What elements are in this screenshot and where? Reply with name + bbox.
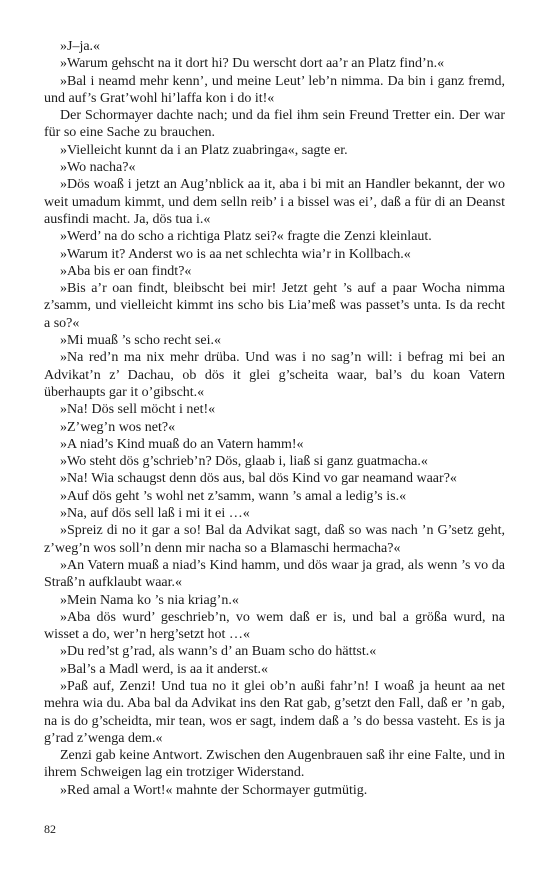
body-text	[44, 38, 505, 799]
paragraph: »Du red’st g’rad, als wann’s d’ an Buam scho do hättst.«	[60, 644, 377, 660]
paragraph: »Mi muaß ’s scho recht sei.«	[60, 333, 221, 349]
paragraph: »Dös woaß i jetzt an Aug’nblick aa it, aba i bi mit an Handler bekannt, der wo weit umadum kimmt, und dem selln reib’ i a bissel was ei’, daß a für di an Deanst ausfindi macht. Ja, dös tua i.«	[44, 177, 505, 227]
paragraph: »Mein Nama ko ’s nia kriag’n.«	[60, 592, 239, 608]
paragraph: »Warum it? Anderst wo is aa net schlechta wia’r in Kollbach.«	[60, 246, 411, 262]
paragraph: »Spreiz di no it gar a so! Bal da Advikat sagt, daß so was nach ’n G’setz geht, z’weg’n wos soll’n denn mir nacha so a Blamaschi hermacha?«	[44, 523, 505, 556]
paragraph: »Paß auf, Zenzi! Und tua no it glei ob’n außi fahr’n! I woaß ja heunt aa net mehra wia du. Aba bal da Advikat ins den Rat gab, g’setzt den Fall, daß er ’n gab, na is do g’scheidta, mir tean, wos er sagt, indem daß a ’s do bessa vasteht. Es is ja g’rad z’wenga dem.«	[44, 678, 505, 746]
paragraph: »Na, auf dös sell laß i mi it ei …«	[60, 506, 250, 522]
paragraph: »An Vatern muaß a niad’s Kind hamm, und dös waar ja grad, als wenn ’s vo da Straß’n aufklaubt waar.«	[44, 557, 505, 591]
paragraph: »Na! Wia schaugst denn dös aus, bal dös Kind vo gar neamand waar?«	[60, 471, 457, 487]
paragraph: Zenzi gab keine Antwort. Zwischen den Augenbrauen saß ihr eine Falte, und in ihrem Schweigen lag ein trotziger Widerstand.	[44, 748, 505, 781]
page-number: 82	[44, 822, 56, 836]
paragraph: »Z’weg’n wos net?«	[60, 419, 176, 435]
paragraph: »Aba bis er oan findt?«	[60, 263, 192, 279]
paragraph: »Wo steht dös g’schrieb’n? Dös, glaab i, liaß si ganz guatmacha.«	[60, 454, 428, 470]
paragraph: »Werd’ na do scho a richtiga Platz sei?« fragte die Zenzi kleinlaut.	[60, 229, 432, 245]
paragraph: »Na red’n ma nix mehr drüba. Und was i no sag’n will: i befrag mi bei an Advikat’n z’ Dachau, ob dös it glei g’scheita waar, bal’s du koan Vatern überhaupts gar it o’gibscht.«	[44, 350, 505, 400]
paragraph: »J–ja.«	[60, 39, 101, 54]
paragraph: »Vielleicht kunnt da i an Platz zuabringa«, sagte er.	[60, 142, 348, 158]
paragraph: »Warum gehscht na it dort hi? Du werscht dort aa’r an Platz find’n.«	[60, 56, 445, 72]
paragraph: »Bal i neamd mehr kenn’, und meine Leut’ leb’n nimma. Da bin i ganz fremd, und auf’s Grat’wohl hi’laffa kon i do it!«	[44, 73, 505, 106]
paragraph: »Bal’s a Madl werd, is aa it anderst.«	[60, 661, 269, 677]
paragraph: »Bis a’r oan findt, bleibscht bei mir! Jetzt geht ’s auf a paar Wocha nimma z’samm, und vielleicht kimmt ins scho bis Lia’meß was passet’s unta. Is da recht a so?«	[44, 281, 505, 331]
paragraph: Der Schormayer dachte nach; und da fiel ihm sein Freund Tretter ein. Der war für so eine Sache zu brauchen.	[44, 108, 505, 141]
paragraph: »Wo nacha?«	[60, 160, 136, 176]
paragraph: »Auf dös geht ’s wohl net z’samm, wann ’s amal a ledig’s is.«	[60, 488, 407, 504]
paragraph: »Aba dös wurd’ geschrieb’n, vo wem daß er is, und bal a größa wurd, na wisset a do, wer’n herg’setzt hot …«	[44, 609, 505, 643]
paragraph: »Na! Dös sell möcht i net!«	[60, 402, 216, 418]
paragraph: »Red amal a Wort!« mahnte der Schormayer gutmütig.	[60, 782, 368, 798]
paragraph: »A niad’s Kind muaß do an Vatern hamm!«	[60, 436, 304, 452]
